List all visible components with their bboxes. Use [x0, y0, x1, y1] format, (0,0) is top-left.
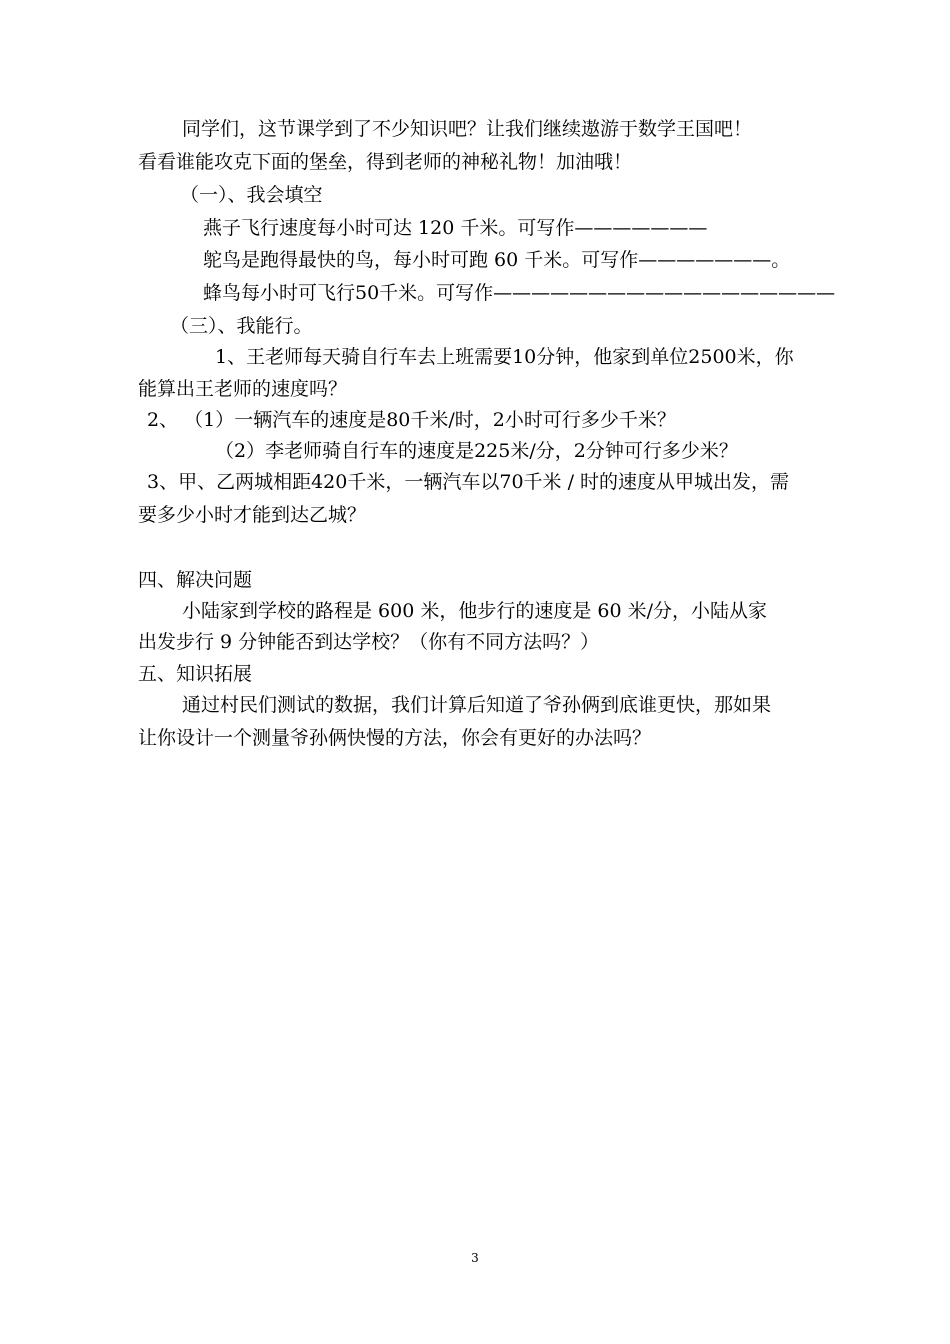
intro-line-1: 同学们，这节课学到了不少知识吧？让我们继续遨游于数学王国吧！: [182, 118, 753, 140]
extend-line-1: 通过村民们测试的数据，我们计算后知道了爷孙俩到底谁更快，那如果: [182, 694, 772, 716]
fill-item-ostrich: 鸵鸟是跑得最快的鸟，每小时可跑 60 千米。可写作———————。: [203, 249, 791, 271]
section-extend-heading: 五、知识拓展: [138, 663, 253, 685]
question-1-line-2: 能算出王老师的速度吗？: [138, 378, 348, 400]
fill-item-hummingbird: 蜂鸟每小时可飞行50千米。可写作——————————————————: [203, 282, 836, 304]
solve-line-2: 出发步行 9 分钟能否到达学校？（你有不同方法吗？）: [138, 631, 600, 653]
question-1-line-1: 1、王老师每天骑自行车去上班需要10分钟，他家到单位2500米，你: [215, 346, 794, 368]
intro-line-2: 看看谁能攻克下面的堡垒，得到老师的神秘礼物！加油哦！: [138, 151, 633, 173]
section-solve-heading: 四、解决问题: [138, 569, 253, 591]
section-can-do-heading: （三）、我能行。: [170, 315, 313, 337]
page-number: 3: [471, 1251, 479, 1265]
question-3-line-2: 要多少小时才能到达乙城？: [138, 504, 367, 526]
section-fill-heading: （一）、我会填空: [180, 184, 323, 206]
solve-line-1: 小陆家到学校的路程是 600 米，他步行的速度是 60 米/分，小陆从家: [182, 600, 768, 622]
question-2-line-1: 2、 （1）一辆汽车的速度是80千米/时，2小时可行多少千米？: [147, 409, 676, 431]
fill-item-swallow: 燕子飞行速度每小时可达 120 千米。可写作———————: [203, 217, 708, 239]
question-3-line-1: 3、甲、乙两城相距420千米，一辆汽车以70千米 / 时的速度从甲城出发，需: [147, 471, 790, 493]
question-2-line-2: （2）李老师骑自行车的速度是225米/分，2分钟可行多少米？: [215, 440, 738, 462]
extend-line-2: 让你设计一个测量爷孙俩快慢的方法，你会有更好的办法吗？: [138, 727, 652, 749]
